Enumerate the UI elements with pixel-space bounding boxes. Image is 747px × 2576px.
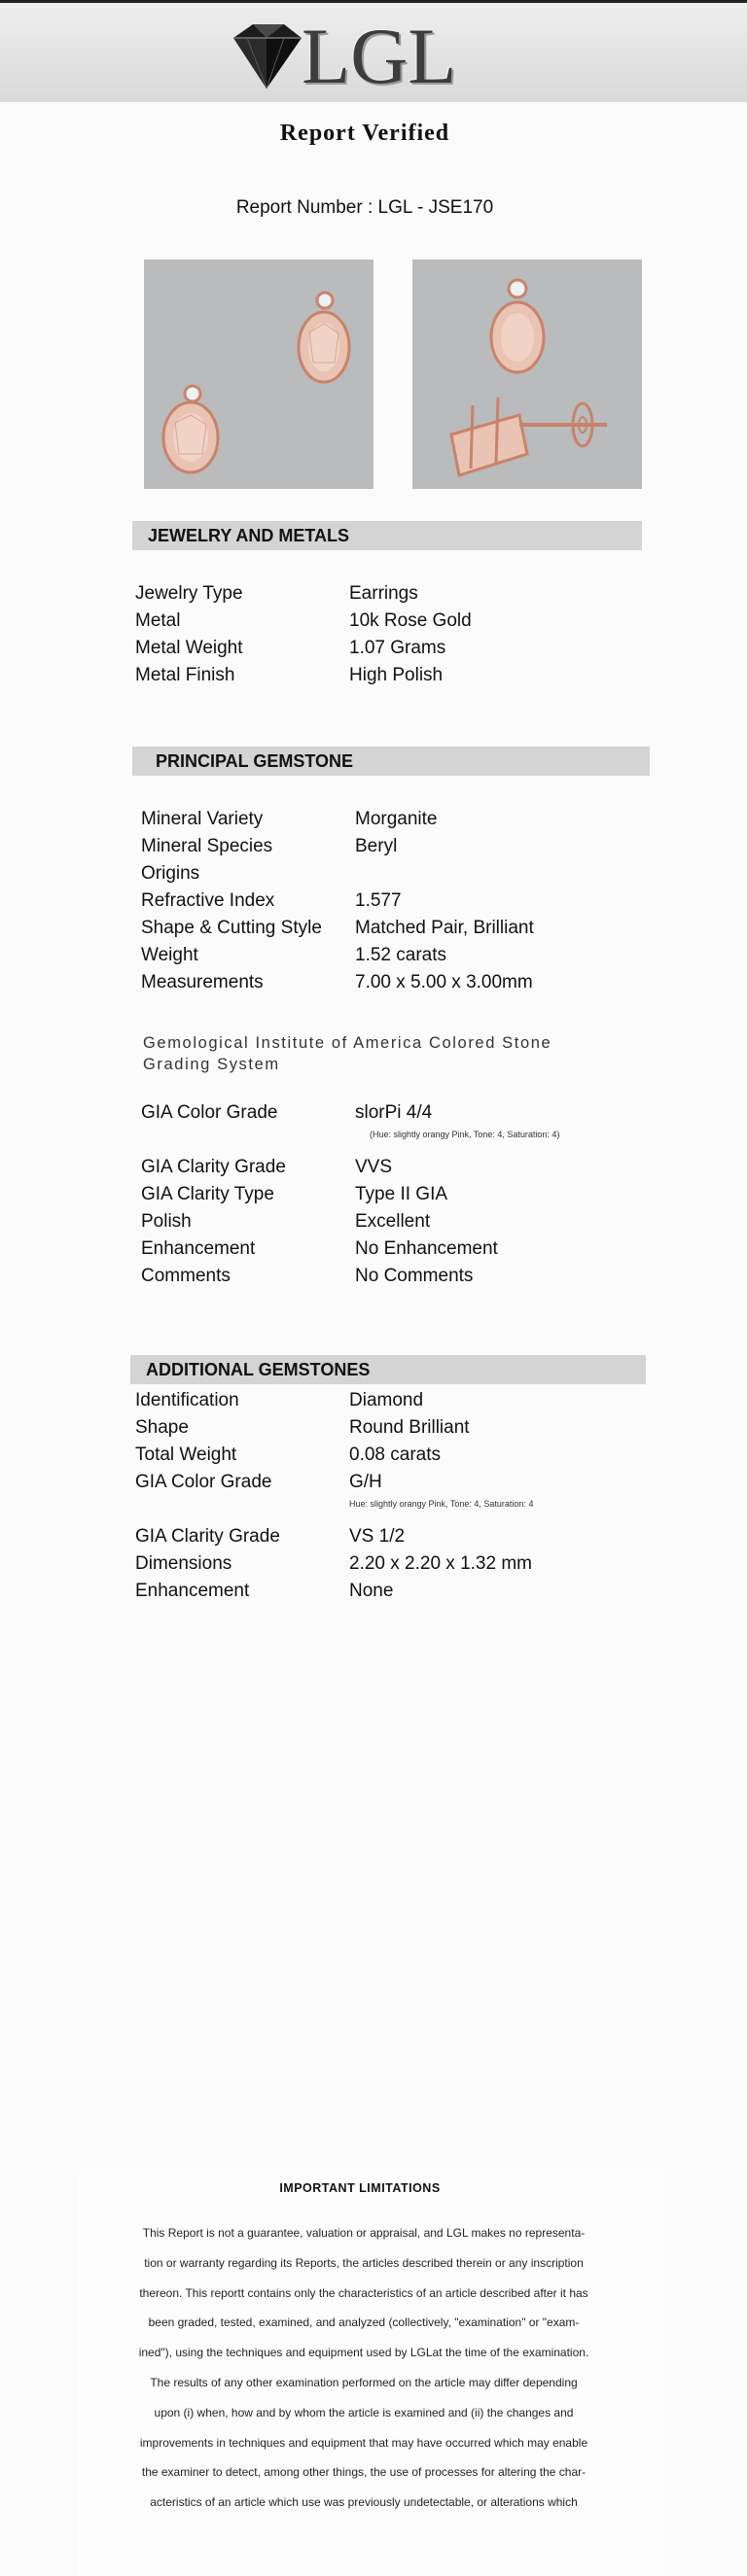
limitations-line: The results of any other examination performed on the article may differ depending <box>150 2375 578 2389</box>
measurements-value: 7.00 x 5.00 x 3.00mm <box>355 972 533 992</box>
limitations-line: ined"), using the techniques and equipment used by LGLat the time of the examination. <box>138 2346 589 2360</box>
gia-color-grade-value: slorPi 4/4 <box>355 1102 433 1123</box>
logo-text: LGL <box>302 12 457 100</box>
additional-section-header: ADDITIONAL GEMSTONES <box>130 1355 646 1384</box>
dimensions-value: 2.20 x 2.20 x 1.32 mm <box>349 1553 532 1574</box>
limitations-line: This Report is not a guarantee, valuation or appraisal, and LGL makes no representa- <box>142 2226 586 2240</box>
additional-clarity-value: VS 1/2 <box>349 1526 406 1547</box>
mineral-variety-label: Mineral Variety <box>141 809 264 829</box>
limitations-line: acteristics of an article which use was previously undetectable, or alterations which <box>150 2495 578 2510</box>
weight-label: Weight <box>141 945 198 965</box>
additional-enhancement-label: Enhancement <box>135 1581 250 1601</box>
report-number: Report Number : LGL - JSE170 <box>235 197 494 218</box>
metal-finish-label: Metal Finish <box>135 665 235 685</box>
product-photo-side <box>412 260 642 489</box>
enhancement-value: No Enhancement <box>355 1238 498 1259</box>
mineral-variety-value: Morganite <box>355 809 438 829</box>
mineral-species-value: Beryl <box>355 836 398 856</box>
polish-label: Polish <box>141 1211 192 1232</box>
gia-clarity-grade-value: VVS <box>355 1157 393 1177</box>
limitations-title: IMPORTANT LIMITATIONS <box>279 2181 441 2195</box>
refractive-index-value: 1.577 <box>355 890 402 911</box>
total-weight-value: 0.08 carats <box>349 1445 441 1465</box>
color-grade-note: (Hue: slightly orangy Pink, Tone: 4, Saturation: 4) <box>370 1130 560 1139</box>
jewelry-section-header: JEWELRY AND METALS <box>132 521 642 550</box>
limitations-line: upon (i) when, how and by whom the article is examined and (ii) the changes and <box>154 2405 574 2419</box>
limitations-line: been graded, tested, examined, and analyzed (collectively, "examination" or "exam- <box>148 2315 580 2330</box>
grading-standard-text: Gemological Institute of America Colored Stone Grading System <box>143 1034 552 1073</box>
limitations-line: tion or warranty regarding its Reports, the articles described therein or any inscription <box>144 2255 584 2270</box>
gia-clarity-type-value: Type II GIA <box>355 1184 448 1204</box>
lgl-logo <box>224 12 477 100</box>
additional-color-grade-value: G/H <box>349 1472 382 1492</box>
shape-label: Shape <box>135 1417 189 1438</box>
metal-value: 10k Rose Gold <box>349 610 472 631</box>
limitations-line: the examiner to detect, among other things, the use of processes for altering the char- <box>141 2465 587 2480</box>
limitations-text <box>105 2218 622 2518</box>
product-photo-front <box>144 260 374 489</box>
gia-clarity-type-label: GIA Clarity Type <box>141 1184 274 1204</box>
additional-enhancement-value: None <box>349 1581 394 1601</box>
polish-value: Excellent <box>355 1211 431 1232</box>
additional-clarity-label: GIA Clarity Grade <box>135 1526 280 1547</box>
identification-label: Identification <box>135 1390 239 1410</box>
metal-weight-value: 1.07 Grams <box>349 638 446 658</box>
origins-label: Origins <box>141 863 200 884</box>
header-band <box>0 3 747 102</box>
mineral-species-label: Mineral Species <box>141 836 273 856</box>
weight-value: 1.52 carats <box>355 945 446 965</box>
additional-color-note: Hue: slightly orangy Pink, Tone: 4, Saturation: 4 <box>349 1499 534 1509</box>
metal-finish-value: High Polish <box>349 665 444 685</box>
measurements-label: Measurements <box>141 972 264 992</box>
diamond-logo-icon <box>224 17 307 94</box>
total-weight-label: Total Weight <box>135 1445 237 1465</box>
report-title: Report Verified <box>279 121 450 146</box>
gia-clarity-grade-label: GIA Clarity Grade <box>141 1157 286 1177</box>
metal-label: Metal <box>135 610 181 631</box>
jewelry-type-value: Earrings <box>349 583 418 604</box>
gia-color-grade-label: GIA Color Grade <box>141 1102 278 1123</box>
shape-cutting-label: Shape & Cutting Style <box>141 918 322 938</box>
additional-color-grade-label: GIA Color Grade <box>135 1472 272 1492</box>
jewelry-type-label: Jewelry Type <box>135 583 243 604</box>
principal-section-header: PRINCIPAL GEMSTONE <box>132 747 650 776</box>
refractive-index-label: Refractive Index <box>141 890 275 911</box>
dimensions-label: Dimensions <box>135 1553 232 1574</box>
shape-cutting-value: Matched Pair, Brilliant <box>355 918 534 938</box>
comments-value: No Comments <box>355 1266 474 1286</box>
limitations-line: improvements in techniques and equipment that may have occurred which may enable <box>139 2435 588 2450</box>
enhancement-label: Enhancement <box>141 1238 256 1259</box>
shape-value: Round Brilliant <box>349 1417 470 1438</box>
identification-value: Diamond <box>349 1390 424 1410</box>
metal-weight-label: Metal Weight <box>135 638 243 658</box>
limitations-line: thereon. This reportt contains only the characteristics of an article described after it has <box>139 2285 588 2300</box>
comments-label: Comments <box>141 1266 231 1286</box>
